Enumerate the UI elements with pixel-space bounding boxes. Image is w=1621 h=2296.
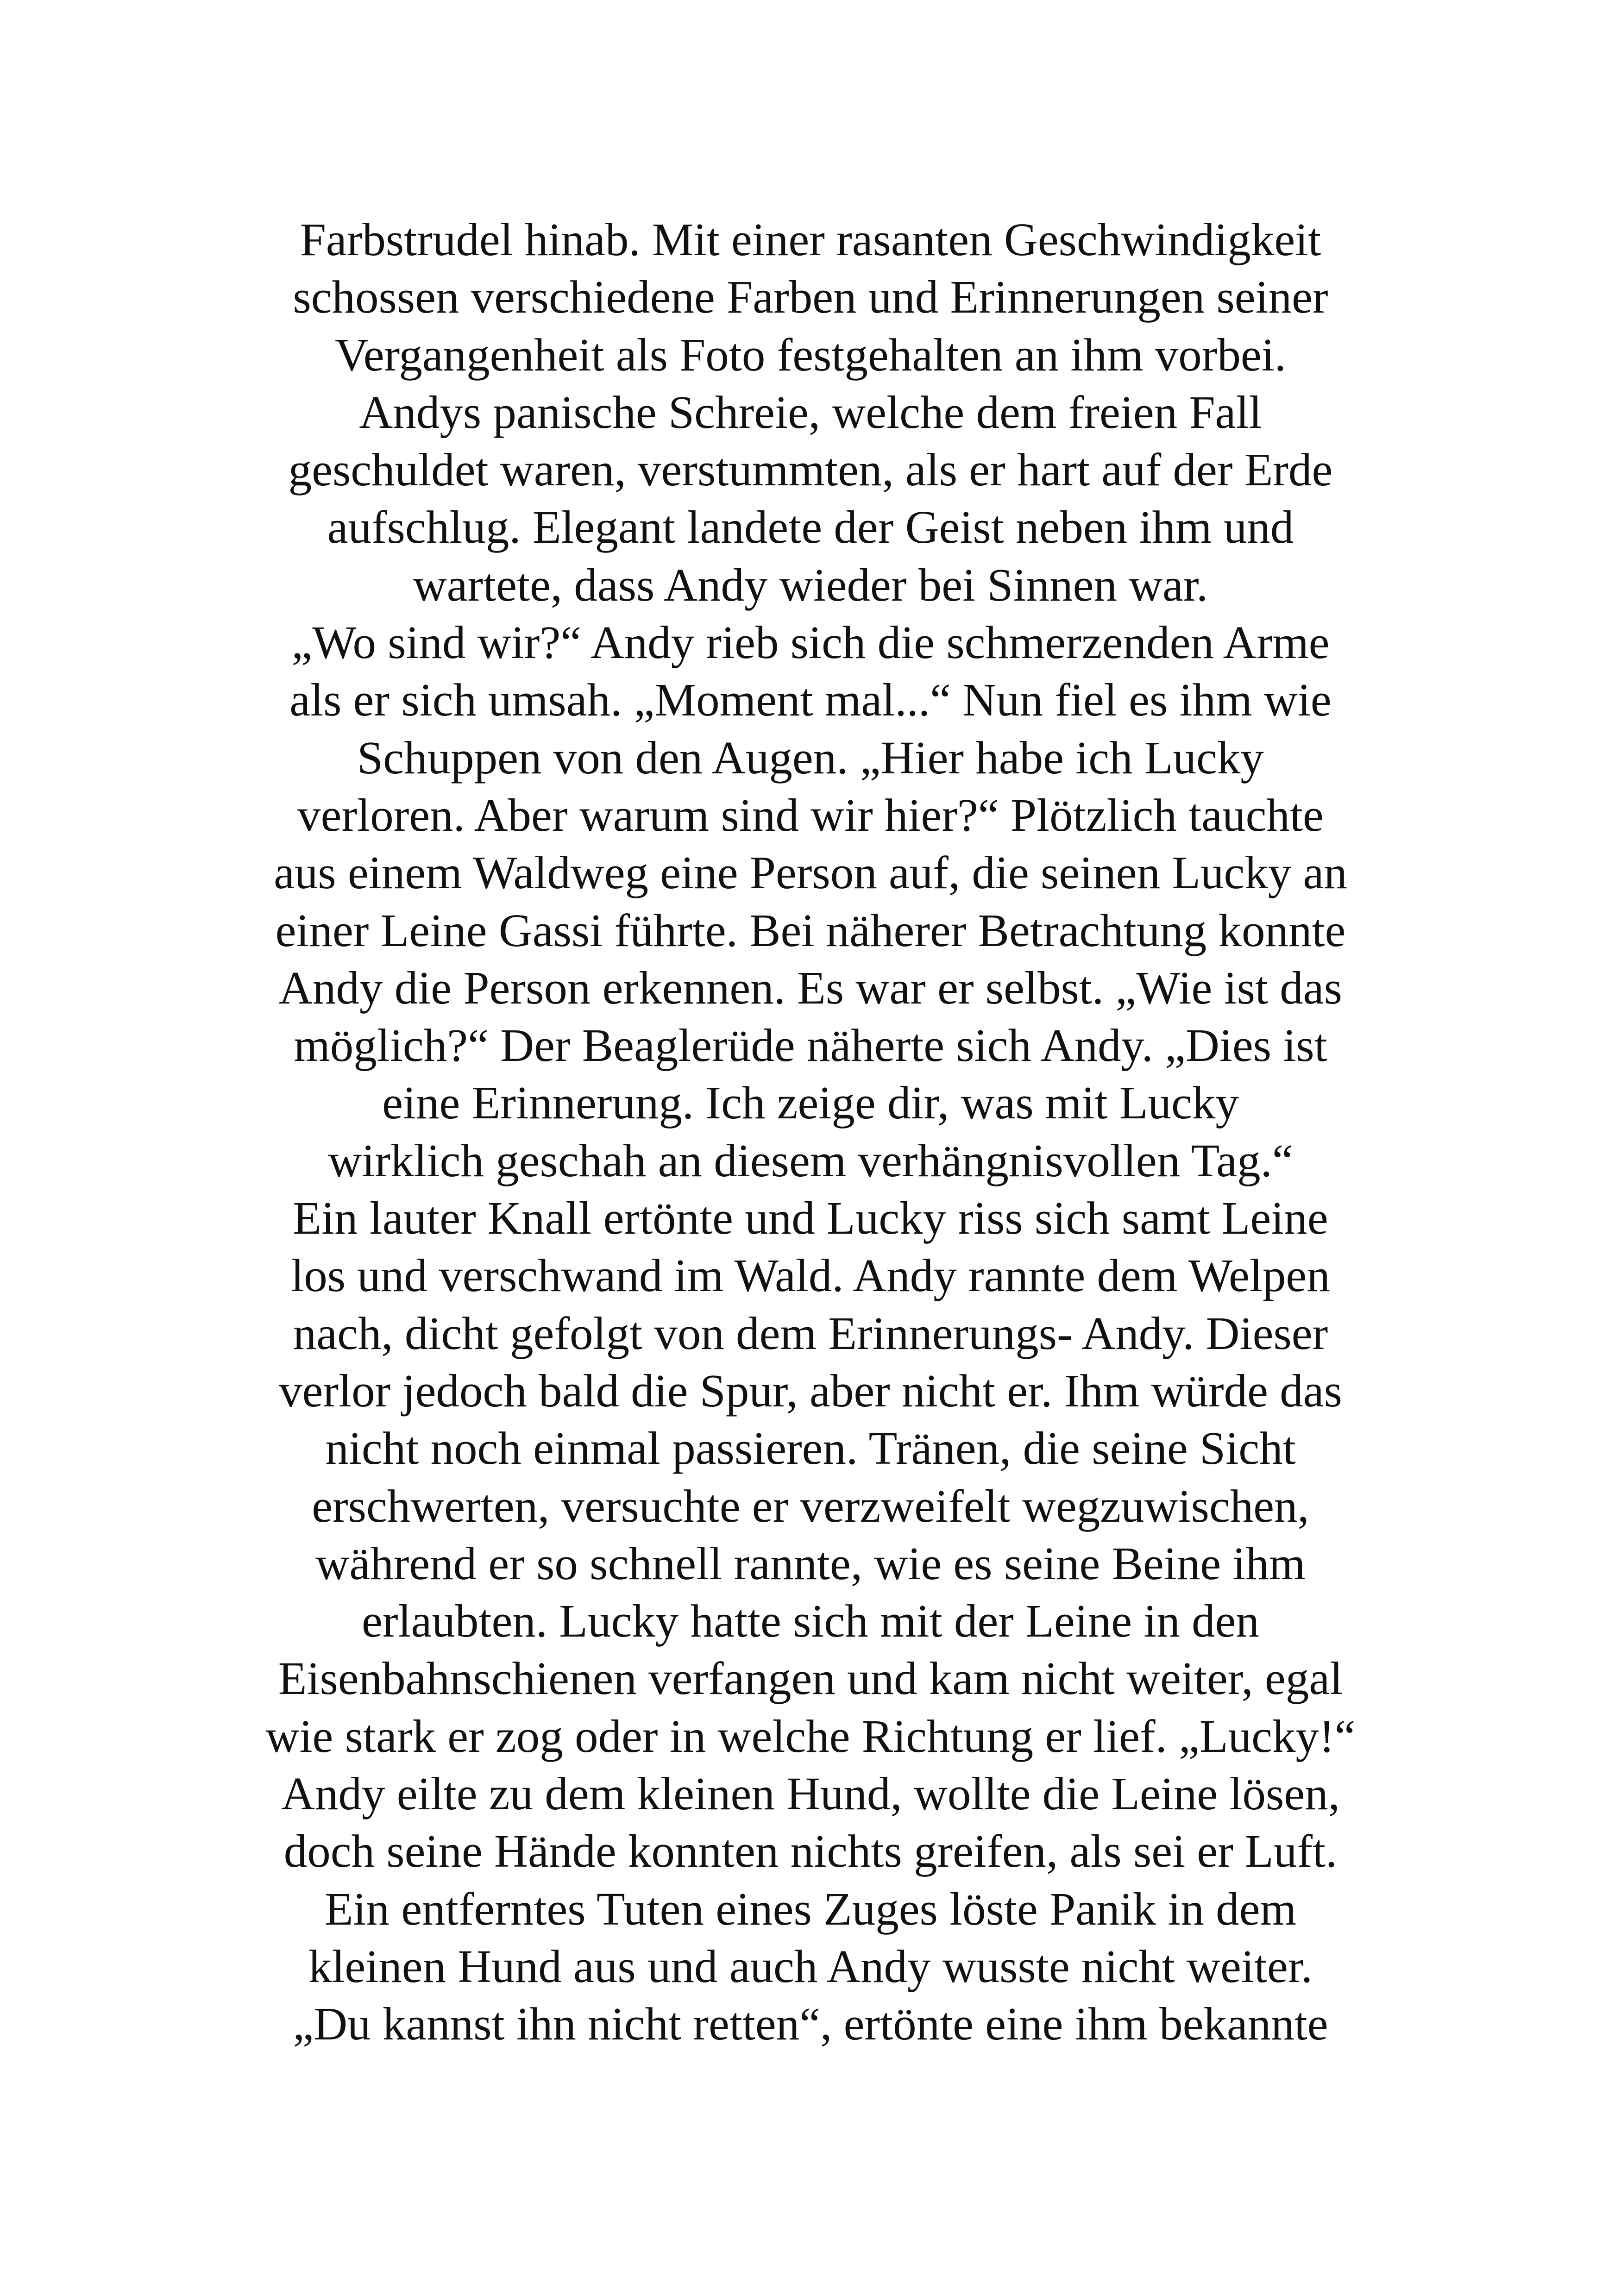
text-line: „Du kannst ihn nicht retten“, ertönte eine ihm bekannte xyxy=(293,1998,1328,2050)
text-line: möglich?“ Der Beaglerüde näherte sich Andy. „Dies ist xyxy=(294,1019,1327,1072)
text-line: nach, dicht gefolgt von dem Erinnerungs- Andy. Dieser xyxy=(293,1307,1328,1359)
text-line: Ein entferntes Tuten eines Zuges löste Panik in dem xyxy=(324,1882,1297,1935)
text-line: geschuldet waren, verstummten, als er hart auf der Erde xyxy=(288,444,1333,496)
text-line: während er so schnell rannte, wie es seine Beine ihm xyxy=(315,1537,1306,1589)
text-line: Eisenbahnschienen verfangen und kam nicht weiter, egal xyxy=(278,1652,1343,1705)
text-line: wie stark er zog oder in welche Richtung er lief. „Lucky!“ xyxy=(265,1710,1356,1762)
text-line: aufschlug. Elegant landete der Geist neben ihm und xyxy=(327,501,1294,553)
text-line: Andy die Person erkennen. Es war er selbst. „Wie ist das xyxy=(279,961,1342,1014)
text-line: schossen verschiedene Farben und Erinnerungen seiner xyxy=(293,271,1328,323)
text-line: Farbstrudel hinab. Mit einer rasanten Geschwindigkeit xyxy=(300,213,1321,265)
text-line: als er sich umsah. „Moment mal...“ Nun fiel es ihm wie xyxy=(289,674,1332,726)
text-line: Schuppen von den Augen. „Hier habe ich Lucky xyxy=(357,731,1264,784)
text-line: verlor jedoch bald die Spur, aber nicht er. Ihm würde das xyxy=(279,1364,1342,1417)
text-line: Andy eilte zu dem kleinen Hund, wollte die Leine lösen, xyxy=(281,1768,1340,1820)
text-line: los und verschwand im Wald. Andy rannte dem Welpen xyxy=(291,1249,1330,1302)
text-line: erlaubten. Lucky hatte sich mit der Leine in den xyxy=(362,1595,1259,1647)
body-text xyxy=(176,211,1445,2053)
text-line: wirklich geschah an diesem verhängnisvollen Tag.“ xyxy=(328,1134,1293,1186)
text-line: erschwerten, versuchte er verzweifelt wegzuwischen, xyxy=(312,1480,1309,1532)
text-line: „Wo sind wir?“ Andy rieb sich die schmerzenden Arme xyxy=(291,616,1330,669)
text-line: Vergangenheit als Foto festgehalten an ihm vorbei. xyxy=(334,328,1287,381)
text-line: einer Leine Gassi führte. Bei näherer Betrachtung konnte xyxy=(275,904,1346,956)
text-line: aus einem Waldweg eine Person auf, die seinen Lucky an xyxy=(274,847,1347,899)
text-line: Andys panische Schreie, welche dem freien Fall xyxy=(359,386,1262,438)
text-line: wartete, dass Andy wieder bei Sinnen war. xyxy=(413,558,1208,611)
text-line: eine Erinnerung. Ich zeige dir, was mit Lucky xyxy=(382,1077,1239,1129)
text-line: kleinen Hund aus und auch Andy wusste nicht weiter. xyxy=(308,1940,1313,1992)
text-line: doch seine Hände konnten nichts greifen, als sei er Luft. xyxy=(283,1825,1338,1877)
text-line: nicht noch einmal passieren. Tränen, die seine Sicht xyxy=(325,1422,1296,1474)
text-line: verloren. Aber warum sind wir hier?“ Plötzlich tauchte xyxy=(297,789,1324,841)
text-line: Ein lauter Knall ertönte und Lucky riss sich samt Leine xyxy=(293,1192,1328,1244)
